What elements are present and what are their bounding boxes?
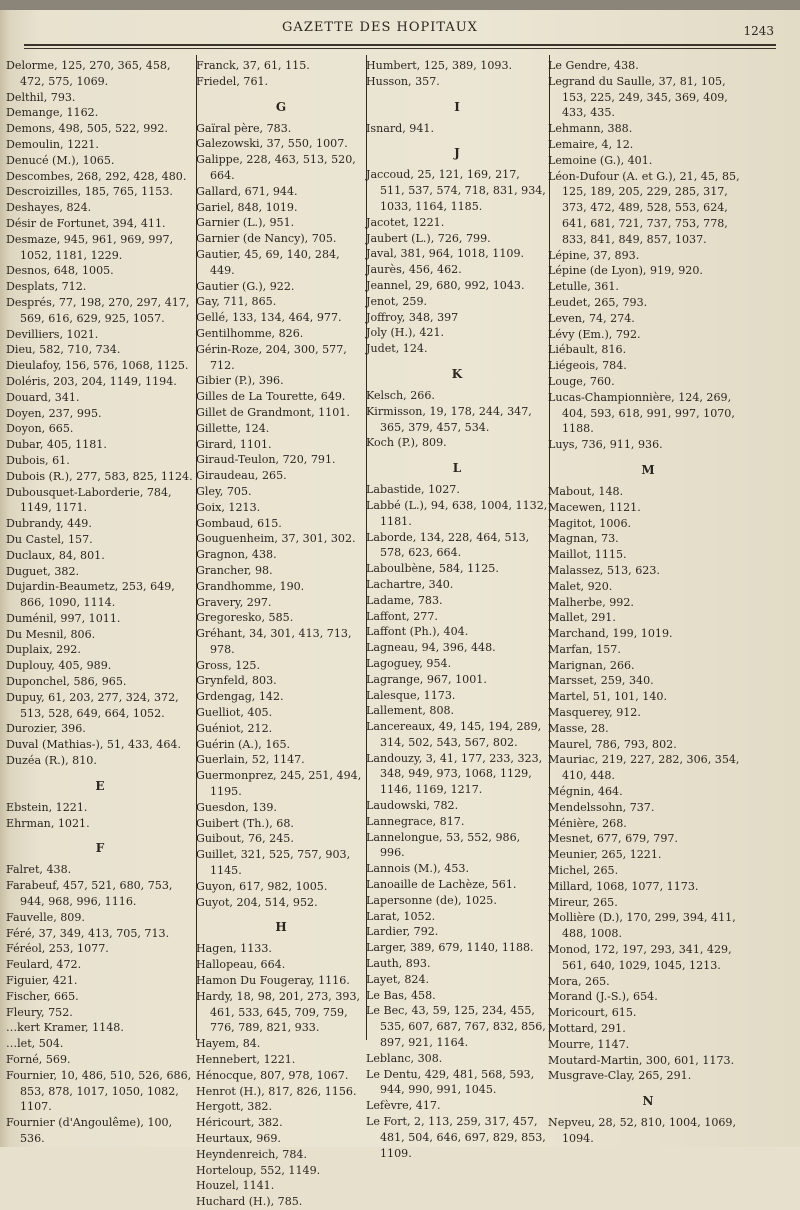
index-entry: Guyot, 204, 514, 952. <box>196 895 318 909</box>
section-letter-heading: H <box>275 920 287 935</box>
section-letter-heading: K <box>451 366 463 381</box>
index-entry: Mesnet, 677, 679, 797. <box>548 832 678 846</box>
index-entry: Girard, 1101. <box>196 437 272 451</box>
index-entry: Ladame, 783. <box>366 593 443 607</box>
index-entry: Denucé (M.), 1065. <box>6 153 115 167</box>
index-entry: Hamon Du Fougeray, 1116. <box>196 974 350 988</box>
index-entry: Gautier (G.), 922. <box>196 279 295 293</box>
index-entry: Delthil, 793. <box>6 90 76 104</box>
index-entry: Gibier (P.), 396. <box>196 374 284 388</box>
index-entry: Lévy (Em.), 792. <box>548 327 641 341</box>
index-entry: Fleury, 752. <box>6 1005 73 1019</box>
index-entry: Farabeuf, 457, 521, 680, 753, 944, 968, 996, 1116. <box>6 879 173 909</box>
index-entry: Layet, 824. <box>366 972 430 986</box>
index-column-2 <box>196 58 366 1210</box>
index-entry: Hardy, 18, 98, 201, 273, 393, 461, 533, 645, 709, 759, 776, 789, 821, 933. <box>196 989 361 1035</box>
index-entry: Lannegrace, 817. <box>366 814 465 828</box>
index-entry: …kert Kramer, 1148. <box>6 1021 124 1035</box>
index-entry: Dubousquet-Laborderie, 784, 1149, 1171. <box>6 485 172 515</box>
index-entry: Guibout, 76, 245. <box>196 832 294 846</box>
index-entry: Duval (Mathias-), 51, 433, 464. <box>6 738 181 752</box>
index-entry: Lucas-Championnière, 124, 269, 404, 593, 618, 991, 997, 1070, 1188. <box>548 390 735 436</box>
index-entry: …let, 504. <box>6 1037 64 1051</box>
index-entry: Guerlain, 52, 1147. <box>196 753 305 767</box>
index-entry: Kelsch, 266. <box>366 388 435 402</box>
index-entry: Gréhant, 34, 301, 413, 713, 978. <box>196 627 352 656</box>
index-entry: Gillette, 124. <box>196 421 270 435</box>
index-entry: Le Gendre, 438. <box>548 59 639 72</box>
index-entry: Gellé, 133, 134, 464, 977. <box>196 311 342 325</box>
index-entry: Hayem, 84. <box>196 1037 261 1051</box>
index-entry: Héricourt, 382. <box>196 1116 283 1130</box>
index-entry: Monod, 172, 197, 293, 341, 429, 561, 640, 1029, 1045, 1213. <box>548 943 732 972</box>
index-entry: Gérin-Roze, 204, 300, 577, 712. <box>196 342 347 372</box>
index-entry: Galezowski, 37, 550, 1007. <box>196 137 348 151</box>
index-entry: Gouguenheim, 37, 301, 302. <box>196 532 356 546</box>
index-entry: Gay, 711, 865. <box>196 295 277 309</box>
index-entry: Léon-Dufour (A. et G.), 21, 45, 85, 125, 189, 205, 229, 285, 317, 373, 472, 489, 528, 553, 624, 641, 681, 721, 737, 753, 778, 833, 841, 849, 857, 1037. <box>548 169 740 246</box>
index-entry: Descombes, 268, 292, 428, 480. <box>6 169 187 183</box>
index-entry: Duménil, 997, 1011. <box>6 611 121 625</box>
index-entry: Descroizilles, 185, 765, 1153. <box>6 185 173 199</box>
index-entry: Dubois, 61. <box>6 453 70 467</box>
index-column-1 <box>6 58 194 1147</box>
index-entry: Grancher, 98. <box>196 563 273 577</box>
index-entry: Lanoaille de Lachèze, 561. <box>366 878 517 892</box>
index-entry: Lachartre, 340. <box>366 577 454 591</box>
index-entry: Horteloup, 552, 1149. <box>196 1163 321 1177</box>
index-entry: Lardier, 792. <box>366 925 439 939</box>
index-entry: Louge, 760. <box>548 374 615 388</box>
section-letter-heading: I <box>454 99 460 114</box>
section-letter-heading: N <box>642 1094 654 1109</box>
index-entry: Malassez, 513, 623. <box>548 563 660 577</box>
index-entry: Macewen, 1121. <box>548 500 641 514</box>
section-letter-heading: J <box>454 146 460 161</box>
index-entry: Masquerey, 912. <box>548 706 641 720</box>
index-entry: Després, 77, 198, 270, 297, 417, 569, 616, 629, 925, 1057. <box>6 295 190 325</box>
index-entry: Musgrave-Clay, 265, 291. <box>548 1069 692 1083</box>
index-entry: Guelliot, 405. <box>196 706 273 720</box>
index-entry: Goix, 1213. <box>196 500 261 514</box>
section-letter-heading: E <box>95 778 105 793</box>
index-entry: Michel, 265. <box>548 864 619 878</box>
index-entry: Jenot, 259. <box>366 294 428 308</box>
index-entry: Hergott, 382. <box>196 1100 272 1114</box>
index-entry: Labastide, 1027. <box>366 483 460 497</box>
section-letter-heading: F <box>95 841 105 856</box>
section-letter-heading: L <box>452 461 462 476</box>
index-entry: Duclaux, 84, 801. <box>6 548 105 562</box>
index-entry: Lemoine (G.), 401. <box>548 153 653 167</box>
index-entry: Guéniot, 212. <box>196 721 273 735</box>
index-entry: Laffont (Ph.), 404. <box>366 625 469 639</box>
index-entry: Désir de Fortunet, 394, 411. <box>6 216 166 230</box>
index-entry: Friedel, 761. <box>196 74 269 88</box>
index-entry: Dupuy, 61, 203, 277, 324, 372, 513, 528, 649, 664, 1052. <box>6 690 179 720</box>
index-entry: Letulle, 361. <box>548 280 619 294</box>
index-entry: Mollière (D.), 170, 299, 394, 411, 488, 1008. <box>548 911 736 941</box>
index-entry: Durozier, 396. <box>6 722 86 736</box>
index-entry: Lépine, 37, 893. <box>548 248 640 262</box>
index-entry: Galippe, 228, 463, 513, 520, 664. <box>196 153 356 182</box>
index-entry: Dubar, 405, 1181. <box>6 438 107 452</box>
index-entry: Henrot (H.), 817, 826, 1156. <box>196 1084 357 1098</box>
index-entry: Marignan, 266. <box>548 658 635 672</box>
index-entry: Franck, 37, 61, 115. <box>196 59 310 72</box>
section-letter-heading: M <box>641 462 655 477</box>
index-entry: Guibert (Th.), 68. <box>196 816 294 830</box>
index-entry: Heyndenreich, 784. <box>196 1147 307 1161</box>
index-entry: Judet, 124. <box>366 342 428 356</box>
index-entry: Fournier, 10, 486, 510, 526, 686, 853, 878, 1017, 1050, 1082, 1107. <box>6 1068 192 1114</box>
index-entry: Hagen, 1133. <box>196 942 272 956</box>
index-entry: Jaccoud, 25, 121, 169, 217, 511, 537, 574, 718, 831, 934, 1033, 1164, 1185. <box>366 168 546 213</box>
index-entry: Leudet, 265, 793. <box>548 295 648 309</box>
index-entry: Mireur, 265. <box>548 895 618 909</box>
index-entry: Mauriac, 219, 227, 282, 306, 354, 410, 448. <box>548 753 740 783</box>
index-entry: Ehrman, 1021. <box>6 816 90 830</box>
index-entry: Liébault, 816. <box>548 343 627 357</box>
index-entry: Lannois (M.), 453. <box>366 862 470 876</box>
index-entry: Lemaire, 4, 12. <box>548 137 634 151</box>
index-entry: Humbert, 125, 389, 1093. <box>366 59 513 72</box>
index-entry: Millard, 1068, 1077, 1173. <box>548 879 699 893</box>
index-entry: Koch (P.), 809. <box>366 436 447 450</box>
page-top-edge <box>0 0 800 10</box>
index-entry: Dieulafoy, 156, 576, 1068, 1125. <box>6 359 189 373</box>
index-column-3 <box>366 58 548 1161</box>
index-entry: Gentilhomme, 826. <box>196 326 304 340</box>
header-rule <box>24 44 776 46</box>
index-entry: Morand (J.-S.), 654. <box>548 990 658 1004</box>
index-entry: Lalesque, 1173. <box>366 688 456 702</box>
index-entry: Lallement, 808. <box>366 704 455 718</box>
index-entry: Féré, 37, 349, 413, 705, 713. <box>6 926 170 940</box>
index-entry: Gallard, 671, 944. <box>196 184 298 198</box>
header-rule-thin <box>24 48 776 49</box>
index-entry: Giraudeau, 265. <box>196 469 287 483</box>
index-entry: Duponchel, 586, 965. <box>6 675 127 689</box>
index-entry: Le Dentu, 429, 481, 568, 593, 944, 990, 991, 1045. <box>366 1067 535 1097</box>
index-entry: Doléris, 203, 204, 1149, 1194. <box>6 374 177 388</box>
index-entry: Gregoresko, 585. <box>196 611 294 625</box>
index-entry: Gragnon, 438. <box>196 548 277 562</box>
index-entry: Féréol, 253, 1077. <box>6 942 109 956</box>
index-entry: Luys, 736, 911, 936. <box>548 438 663 452</box>
index-entry: Lauth, 893. <box>366 957 431 971</box>
index-entry: Dubrandy, 449. <box>6 517 92 531</box>
index-entry: Laffont, 277. <box>366 609 438 623</box>
index-entry: Mallet, 291. <box>548 611 616 625</box>
index-entry: Gaïral père, 783. <box>196 121 292 135</box>
index-entry: Laboulbène, 584, 1125. <box>366 562 499 576</box>
index-entry: Jeannel, 29, 680, 992, 1043. <box>366 278 525 292</box>
index-entry: Marsset, 259, 340. <box>548 674 654 688</box>
index-entry: Gillet de Grandmont, 1101. <box>196 405 350 419</box>
index-entry: Masse, 28. <box>548 721 609 735</box>
index-entry: Guillet, 321, 525, 757, 903, 1145. <box>196 848 351 878</box>
index-entry: Grandhomme, 190. <box>196 579 305 593</box>
index-entry: Dubois (R.), 277, 583, 825, 1124. <box>6 469 193 483</box>
index-entry: Grynfeld, 803. <box>196 674 277 688</box>
index-entry: Maurel, 786, 793, 802. <box>548 737 677 751</box>
index-entry: Desplats, 712. <box>6 280 87 294</box>
index-entry: Doyon, 665. <box>6 422 74 436</box>
index-entry: Le Fort, 2, 113, 259, 317, 457, 481, 504, 646, 697, 829, 853, 1109. <box>366 1115 546 1160</box>
index-entry: Gross, 125. <box>196 658 260 672</box>
index-entry: Landouzy, 3, 41, 177, 233, 323, 348, 949, 973, 1068, 1129, 1146, 1169, 1217. <box>366 751 543 797</box>
index-entry: Mottard, 291. <box>548 1022 626 1036</box>
index-entry: Gravery, 297. <box>196 595 272 609</box>
index-entry: Lehmann, 388. <box>548 122 633 136</box>
index-entry: Moutard-Martin, 300, 601, 1173. <box>548 1053 735 1067</box>
page-header-title: GAZETTE DES HOPITAUX <box>282 20 478 35</box>
index-entry: Figuier, 421. <box>6 974 78 988</box>
index-entry: Hénocque, 807, 978, 1067. <box>196 1068 349 1082</box>
index-entry: Jaubert (L.), 726, 799. <box>366 231 491 245</box>
index-entry: Heurtaux, 969. <box>196 1132 281 1145</box>
index-entry: Mourre, 1147. <box>548 1037 630 1051</box>
index-entry: Liégeois, 784. <box>548 359 627 373</box>
index-entry: Lannelongue, 53, 552, 986, 996. <box>366 830 521 860</box>
index-entry: Malherbe, 992. <box>548 595 634 609</box>
index-entry: Gautier, 45, 69, 140, 284, 449. <box>196 247 340 277</box>
index-entry: Guesdon, 139. <box>196 800 277 814</box>
index-entry: Laudowski, 782. <box>366 799 459 813</box>
index-entry: Du Mesnil, 806. <box>6 627 96 641</box>
index-entry: Gley, 705. <box>196 484 252 498</box>
page-number: 1243 <box>743 24 774 38</box>
index-entry: Larger, 389, 679, 1140, 1188. <box>366 941 534 955</box>
index-entry: Houzel, 1141. <box>196 1179 275 1193</box>
index-entry: Falret, 438. <box>6 863 72 877</box>
index-entry: Leblanc, 308. <box>366 1051 443 1065</box>
index-entry: Du Castel, 157. <box>6 532 93 546</box>
index-entry: Dujardin-Beaumetz, 253, 649, 866, 1090, 1114. <box>6 580 175 610</box>
index-entry: Mendelssohn, 737. <box>548 800 655 814</box>
index-entry: Mabout, 148. <box>548 484 624 498</box>
index-entry: Marfan, 157. <box>548 642 621 656</box>
index-entry: Larat, 1052. <box>366 909 436 923</box>
index-entry: Demange, 1162. <box>6 106 99 120</box>
index-entry: Malet, 920. <box>548 579 613 593</box>
index-entry: Desnos, 648, 1005. <box>6 264 114 278</box>
index-entry: Martel, 51, 101, 140. <box>548 690 667 704</box>
index-entry: Huchard (H.), 785. <box>196 1195 303 1209</box>
index-entry: Kirmisson, 19, 178, 244, 347, 365, 379, 457, 534. <box>366 404 532 434</box>
index-entry: Husson, 357. <box>366 74 440 88</box>
index-entry: Magitot, 1006. <box>548 516 632 530</box>
index-entry: Gariel, 848, 1019. <box>196 200 298 214</box>
index-entry: Doyen, 237, 995. <box>6 406 102 420</box>
index-entry: Labbé (L.), 94, 638, 1004, 1132, 1181. <box>366 498 548 528</box>
index-entry: Ebstein, 1221. <box>6 800 88 814</box>
index-entry: Jacotet, 1221. <box>366 215 445 229</box>
index-entry: Douard, 341. <box>6 390 80 404</box>
index-entry: Javal, 381, 964, 1018, 1109. <box>366 247 525 261</box>
index-entry: Lefèvre, 417. <box>366 1099 441 1113</box>
index-entry: Garnier (L.), 951. <box>196 216 295 230</box>
index-entry: Delorme, 125, 270, 365, 458, 472, 575, 1069. <box>6 59 171 88</box>
index-entry: Hallopeau, 664. <box>196 958 286 972</box>
index-entry: Deshayes, 824. <box>6 201 92 215</box>
index-entry: Lépine (de Lyon), 919, 920. <box>548 264 703 278</box>
index-entry: Duplaix, 292. <box>6 643 81 657</box>
index-entry: Ménière, 268. <box>548 816 627 830</box>
index-entry: Garnier (de Nancy), 705. <box>196 232 337 246</box>
index-entry: Desmaze, 945, 961, 969, 997, 1052, 1181, 1229. <box>6 232 174 262</box>
index-entry: Joffroy, 348, 397 <box>366 310 459 324</box>
index-entry: Demons, 498, 505, 522, 992. <box>6 122 168 136</box>
index-entry: Lapersonne (de), 1025. <box>366 893 497 907</box>
index-entry: Nepveu, 28, 52, 810, 1004, 1069, 1094. <box>548 1116 737 1145</box>
index-entry: Legrand du Saulle, 37, 81, 105, 153, 225, 249, 345, 369, 409, 433, 435. <box>548 74 728 120</box>
index-entry: Magnan, 73. <box>548 532 619 546</box>
index-entry: Leven, 74, 274. <box>548 311 635 325</box>
index-entry: Duzéa (R.), 810. <box>6 754 97 768</box>
index-entry: Giraud-Teulon, 720, 791. <box>196 453 336 467</box>
index-entry: Moricourt, 615. <box>548 1006 637 1020</box>
index-entry: Demoulin, 1221. <box>6 137 99 151</box>
index-entry: Guyon, 617, 982, 1005. <box>196 879 328 893</box>
index-entry: Guérin (A.), 165. <box>196 737 291 751</box>
index-entry: Dieu, 582, 710, 734. <box>6 343 121 357</box>
index-entry: Mora, 265. <box>548 974 610 988</box>
section-letter-heading: G <box>275 99 287 114</box>
index-entry: Devilliers, 1021. <box>6 327 99 341</box>
index-column-4 <box>548 58 748 1147</box>
index-entry: Feulard, 472. <box>6 958 82 972</box>
index-entry: Joly (H.), 421. <box>366 326 445 340</box>
index-entry: Gilles de La Tourette, 649. <box>196 390 346 404</box>
index-entry: Duplouy, 405, 989. <box>6 659 112 673</box>
index-entry: Mégnin, 464. <box>548 785 623 799</box>
index-entry: Marchand, 199, 1019. <box>548 627 673 641</box>
index-entry: Maillot, 1115. <box>548 548 627 562</box>
index-entry: Isnard, 941. <box>366 121 434 135</box>
index-entry: Lagneau, 94, 396, 448. <box>366 641 496 655</box>
index-entry: Duguet, 382. <box>6 564 80 578</box>
index-entry: Fournier (d'Angoulême), 100, 536. <box>6 1116 173 1145</box>
index-entry: Lagrange, 967, 1001. <box>366 672 487 686</box>
index-entry: Lancereaux, 49, 145, 194, 289, 314, 502, 543, 567, 802. <box>366 720 542 749</box>
index-entry: Fauvelle, 809. <box>6 910 85 924</box>
index-entry: Hennebert, 1221. <box>196 1053 296 1067</box>
index-entry: Guermonprez, 245, 251, 494, 1195. <box>196 769 362 799</box>
index-entry: Gombaud, 615. <box>196 516 282 530</box>
index-entry: Forné, 569. <box>6 1053 71 1067</box>
index-entry: Fischer, 665. <box>6 989 79 1003</box>
index-entry: Lagoguey, 954. <box>366 656 452 670</box>
index-entry: Le Bec, 43, 59, 125, 234, 455, 535, 607, 687, 767, 832, 856, 897, 921, 1164. <box>366 1004 546 1050</box>
index-entry: Meunier, 265, 1221. <box>548 848 662 862</box>
index-entry: Laborde, 134, 228, 464, 513, 578, 623, 664. <box>366 530 530 560</box>
index-entry: Grdengag, 142. <box>196 690 284 704</box>
index-entry: Le Bas, 458. <box>366 988 436 1002</box>
index-entry: Jaurès, 456, 462. <box>366 263 462 277</box>
